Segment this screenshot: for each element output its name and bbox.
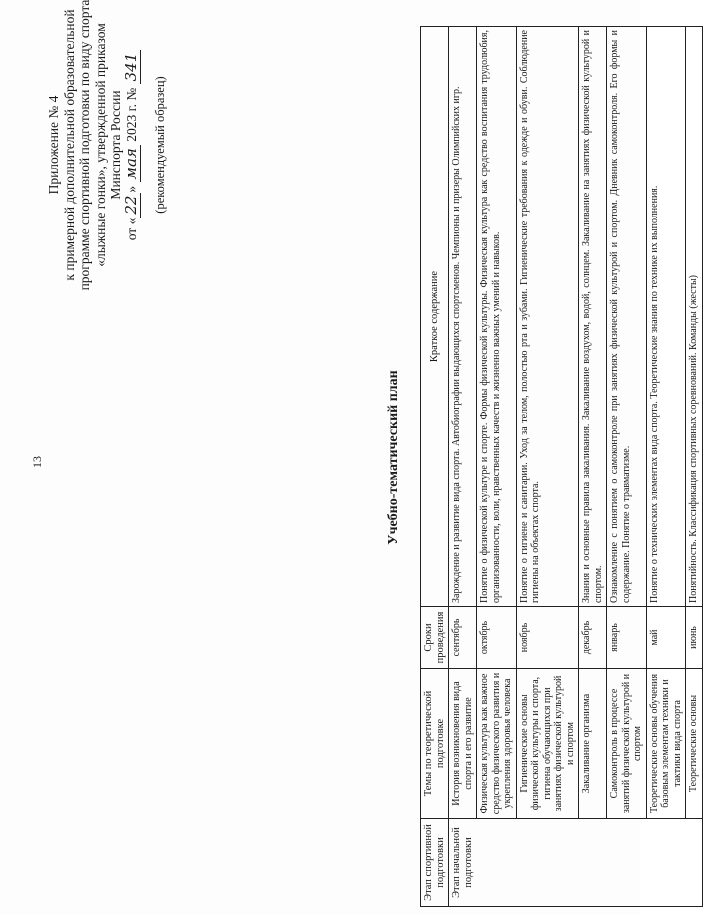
period-cell: сентябрь [449, 607, 477, 669]
table-row [607, 27, 647, 907]
content-cell: Знания и основные правила закаливания. Закаливание воздухом, водой, солнцем. Закаливание на занятиях физической культурой и спортом. [579, 27, 607, 607]
content-cell: Понятие о гигиене и санитарии. Уход за телом, полостью рта и зубами. Гигиенические требования к одежде и обуви. Соблюдение гигиены на объектах спорта. [516, 27, 579, 607]
table-row [516, 27, 579, 907]
topic-cell: Теоретические основы [686, 669, 703, 819]
header-content: Краткое содержание [421, 27, 449, 607]
period-cell: май [646, 607, 686, 669]
order-prefix: от « [123, 217, 139, 241]
content-cell: Понятийность. Классификация спортивных соревнований. Команды (жесты) [686, 27, 703, 607]
order-line [121, 0, 140, 295]
plan-table [420, 26, 703, 907]
order-year: 2023 г. № [123, 87, 139, 142]
table-row [686, 27, 703, 907]
period-cell: январь [607, 607, 647, 669]
content-cell: Ознакомление с понятием о самоконтроле при занятиях физической культурой и спортом. Дневник самоконтроля. Его формы и содержание. Понятие о травматизме. [607, 27, 647, 607]
topic-cell: Гигиенические основы физической культуры и спорта, гигиена обучающихся при занятиях физической культурой и спортом [516, 669, 579, 819]
header-line: к примерной дополнительной образовательной [61, 9, 77, 281]
plan-title: Учебно-тематический план [386, 370, 401, 545]
stage-cell: Этап начальной подготовки [449, 819, 703, 907]
table-row [579, 27, 607, 907]
topic-cell: Теоретические основы обучения базовым элементам техники и тактики вида спорта [646, 669, 686, 819]
topic-cell: Самоконтроль в процессе занятий физической культурой и спортом [607, 669, 647, 819]
table-row [646, 27, 686, 907]
header-topic: Темы по теоретической подготовке [421, 669, 449, 819]
header-period: Сроки проведения [421, 607, 449, 669]
topic-cell: История возникновения вида спорта и его развитие [449, 669, 477, 819]
header-stage: Этап спортивной подготовки [421, 819, 449, 907]
header-line: Минспорта России [108, 90, 123, 200]
appendix-header [46, 0, 169, 295]
order-day: 22 [122, 193, 141, 218]
content-cell: Зарождение и развитие вида спорта. Автобиографии выдающихся спортсменов. Чемпионы и призеры Олимпийских игр. [449, 27, 477, 607]
header-line: Приложение № 4 [46, 95, 61, 195]
period-cell: ноябрь [516, 607, 579, 669]
content-cell: Понятие о физической культуре и спорте. Формы физической культуры. Физическая культура как средство воспитания трудолюбия, организованности, воли, нравственных качеств и жизненно важных умений и навыков. [477, 27, 517, 607]
table-row [477, 27, 517, 907]
order-number: 341 [122, 50, 141, 85]
header-line: программе спортивной подготовки по виду спорта [77, 0, 92, 291]
table-header-row [421, 27, 449, 907]
content-cell: Понятие о технических элементах вида спорта. Теоретические знания по технике их выполнения. [646, 27, 686, 607]
topic-cell: Физическая культура как важное средство физического развития и укрепления здоровья человека [477, 669, 517, 819]
order-month: мая [122, 145, 141, 182]
page-number: 13 [30, 456, 44, 468]
topic-cell: Закаливание организма [579, 669, 607, 819]
header-line: «лыжные гонки», утвержденной приказом [92, 23, 108, 267]
period-cell: июнь [686, 607, 703, 669]
period-cell: декабрь [579, 607, 607, 669]
recommended-note: (рекомендуемый образец) [153, 76, 167, 214]
table-row [449, 27, 477, 907]
order-mid: » [123, 182, 139, 193]
period-cell: октябрь [477, 607, 517, 669]
